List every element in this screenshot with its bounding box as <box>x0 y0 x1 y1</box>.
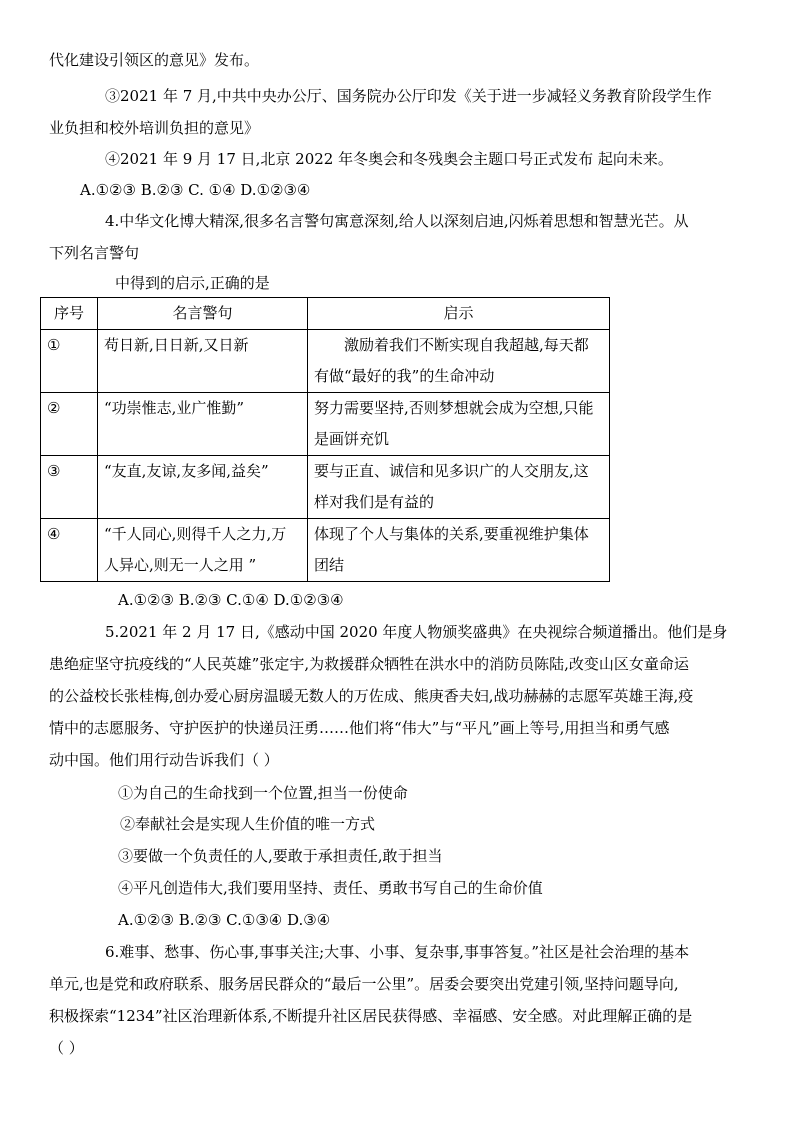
insight: 要与正直、诚信和见多识广的人交朋友,这样对我们是有益的 <box>308 456 610 519</box>
row-number: ② <box>41 393 98 456</box>
statement: ③要做一个负责任的人,要敢于承担责任,敢于担当 <box>118 847 443 865</box>
row-number: ① <box>41 330 98 393</box>
answer-blank: （ ） <box>49 1039 84 1057</box>
insight: 努力需要坚持,否则梦想就会成为空想,只能是画饼充饥 <box>308 393 610 456</box>
insight: 体现了个人与集体的关系,要重视维护集体团结 <box>308 519 610 582</box>
answer-options: A.①②③ B.②③ C.①④ D.①②③④ <box>118 591 344 609</box>
question-5-stem: 情中的志愿服务、守护医护的快递员汪勇……他们将“伟大”与“平凡”画上等号,用担当和勇气感 <box>49 719 670 737</box>
row-number: ④ <box>41 519 98 582</box>
question-5-stem: 的公益校长张桂梅,创办爱心厨房温暖无数人的万佐成、熊庚香夫妇,战功赫赫的志愿军英雄王海,疫 <box>49 687 694 705</box>
text-line: 业负担和校外培训负担的意见》 <box>49 119 260 137</box>
question-4-stem: 中得到的启示,正确的是 <box>115 274 270 292</box>
text-line: ③2021 年 7 月,中共中央办公厅、国务院办公厅印发《关于进一步减轻义务教育阶段学生作 <box>105 87 712 105</box>
row-number: ③ <box>41 456 98 519</box>
proverb: 苟日新,日日新,又日新 <box>98 330 308 393</box>
insight: 激励着我们不断实现自我超越,每天都有做“最好的我”的生命冲动 <box>308 330 610 393</box>
table-row <box>41 330 610 393</box>
question-6-stem: 6.难事、愁事、伤心事,事事关注;大事、小事、复杂事,事事答复。”社区是社会治理的基本 <box>105 943 690 961</box>
question-5-stem: 患绝症坚守抗疫线的“人民英雄”张定宇,为救援群众牺牲在洪水中的消防员陈陆,改变山区女童命运 <box>49 655 689 673</box>
table-header-row <box>41 298 610 330</box>
text-line: 代化建设引领区的意见》发布。 <box>49 51 260 69</box>
question-5-stem: 5.2021 年 2 月 17 日,《感动中国 2020 年度人物颁奖盛典》在央视综合频道播出。他们是身 <box>105 623 728 641</box>
answer-options: A.①②③ B.②③ C. ①④ D.①②③④ <box>80 181 311 199</box>
table-header: 启示 <box>308 298 610 330</box>
question-6-stem: 单元,也是党和政府联系、服务居民群众的“最后一公里”。居委会要突出党建引领,坚持问题导向, <box>49 975 679 993</box>
table-row <box>41 519 610 582</box>
proverb: “功崇惟志,业广惟勤” <box>98 393 308 456</box>
statement: ④平凡创造伟大,我们要用坚持、责任、勇敢书写自己的生命价值 <box>118 879 543 897</box>
statement: ②奉献社会是实现人生价值的唯一方式 <box>120 815 376 833</box>
proverb: “千人同心,则得千人之力,万人异心,则无一人之用 ” <box>98 519 308 582</box>
table-header: 序号 <box>41 298 98 330</box>
text-line: ④2021 年 9 月 17 日,北京 2022 年冬奥会和冬残奥会主题口号正式发布 起向未来。 <box>105 150 673 168</box>
proverb: “友直,友谅,友多闻,益矣” <box>98 456 308 519</box>
table-header: 名言警句 <box>98 298 308 330</box>
statement: ①为自己的生命找到一个位置,担当一份使命 <box>118 784 408 802</box>
question-5-stem: 动中国。他们用行动告诉我们（ ） <box>49 751 279 769</box>
question-6-stem: 积极探索“1234”社区治理新体系,不断提升社区居民获得感、幸福感、安全感。对此理解正确的是 <box>49 1007 693 1025</box>
table-row <box>41 456 610 519</box>
question-4-stem: 下列名言警句 <box>49 244 140 262</box>
proverb-table <box>40 297 610 582</box>
question-4-stem: 4.中华文化博大精深,很多名言警句寓意深刻,给人以深刻启迪,闪烁着思想和智慧光芒。从 <box>105 212 689 230</box>
answer-options: A.①②③ B.②③ C.①③④ D.③④ <box>118 911 331 929</box>
table-row <box>41 393 610 456</box>
